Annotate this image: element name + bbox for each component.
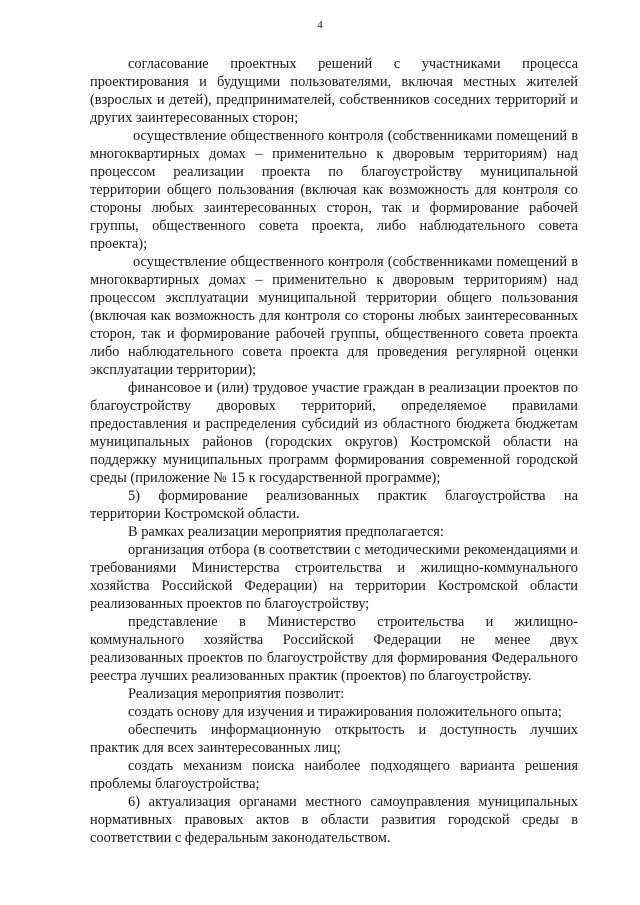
paragraph-search-mechanism: создать механизм поиска наиболее подходящего варианта решения проблемы благоустройства; [90,758,578,792]
paragraph-financial-participation: финансовое и (или) трудовое участие граждан в реализации проектов по благоустройству дворовых территорий, определяемое правилами предоставления и распределения субсидий из областного бюджета бюджетам муниципальных районов (городских округов) Костромской области на поддержку муниципальных программ формирования современной городской среды (приложение № 15 к государственной программе); [90,380,578,486]
paragraph-submission: представление в Министерство строительства и жилищно-коммунального хозяйства Российской Федерации не менее двух реализованных проектов по благоустройству для формирования Федерального реестра лучших реализованных практик (проектов) по благоустройству. [90,614,578,684]
paragraph-item-5: 5) формирование реализованных практик благоустройства на территории Костромской области. [90,488,578,522]
paragraph-selection-organization: организация отбора (в соответствии с методическими рекомендациями и требованиями Министерства строительства и жилищно-коммунального хозяйства Российской Федерации) на территории Костромской области реализованных проектов по благоустройству; [90,542,578,612]
paragraph-create-basis: создать основу для изучения и тиражирования положительного опыта; [128,704,562,720]
paragraph-item-6: 6) актуализация органами местного самоуправления муниципальных нормативных правовых актов в области развития городской среды в соответствии с федеральным законодательством. [90,794,578,846]
page-number: 4 [317,19,323,31]
paragraph-design-coordination: согласование проектных решений с участниками процесса проектирования и будущими пользователями, включая местных жителей (взрослых и детей), предпринимателей, собственников соседних территорий и других заинтересованных сторон; [90,56,578,126]
paragraph-public-control-implementation: осуществление общественного контроля (собственниками помещений в многоквартирных домах – применительно к дворовым территориям) над процессом реализации проекта по благоустройству муниципальной территории общего пользования (включая как возможность для контроля со стороны любых заинтересованных сторон, так и формирование рабочей группы, общественного совета проекта, либо наблюдательного совета проекта); [90,128,578,252]
paragraph-measure-intro: В рамках реализации мероприятия предполагается: [128,524,444,540]
paragraph-ensure-openness: обеспечить информационную открытость и доступность лучших практик для всех заинтересованных лиц; [90,722,578,756]
paragraph-public-control-operation: осуществление общественного контроля (собственниками помещений в многоквартирных домах – применительно к дворовым территориям) над процессом эксплуатации муниципальной территории общего пользования (включая как возможность для контроля со стороны любых заинтересованных сторон, так и формирование рабочей группы, общественного совета проекта либо наблюдательного совета проекта для проведения регулярной оценки эксплуатации территории); [90,254,578,378]
paragraph-measure-result-intro: Реализация мероприятия позволит: [128,686,345,702]
document-body [90,55,578,847]
